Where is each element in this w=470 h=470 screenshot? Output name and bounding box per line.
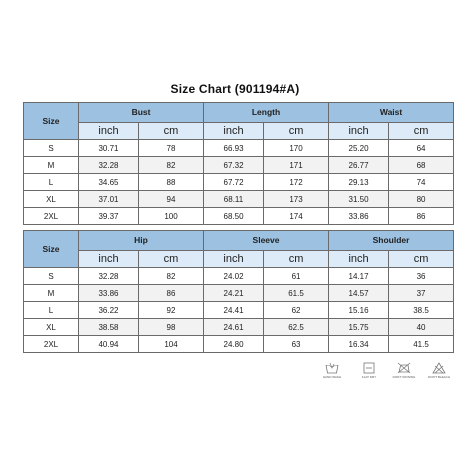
inch-cell: 32.28 bbox=[79, 157, 139, 174]
care-hand-wash bbox=[319, 362, 345, 379]
group-header: Length bbox=[204, 103, 329, 123]
cm-cell: 40 bbox=[389, 319, 454, 336]
cm-cell: 82 bbox=[139, 157, 204, 174]
unit-inch: inch bbox=[329, 251, 389, 268]
unit-cm: cm bbox=[264, 123, 329, 140]
inch-cell: 25.20 bbox=[329, 140, 389, 157]
cm-cell: 68 bbox=[389, 157, 454, 174]
table-row bbox=[24, 191, 454, 208]
cm-cell: 98 bbox=[139, 319, 204, 336]
table-row bbox=[24, 208, 454, 225]
cm-cell: 86 bbox=[389, 208, 454, 225]
cm-cell: 82 bbox=[139, 268, 204, 285]
unit-inch: inch bbox=[329, 123, 389, 140]
inch-cell: 68.50 bbox=[204, 208, 264, 225]
inch-cell: 40.94 bbox=[79, 336, 139, 353]
cm-cell: 172 bbox=[264, 174, 329, 191]
cm-cell: 80 bbox=[389, 191, 454, 208]
inch-cell: 24.80 bbox=[204, 336, 264, 353]
inch-cell: 67.72 bbox=[204, 174, 264, 191]
cm-cell: 63 bbox=[264, 336, 329, 353]
cm-cell: 92 bbox=[139, 302, 204, 319]
cm-cell: 78 bbox=[139, 140, 204, 157]
inch-cell: 33.86 bbox=[79, 285, 139, 302]
cm-cell: 37 bbox=[389, 285, 454, 302]
inch-cell: 24.02 bbox=[204, 268, 264, 285]
size-header: Size bbox=[24, 103, 79, 140]
unit-inch: inch bbox=[79, 251, 139, 268]
inch-cell: 67.32 bbox=[204, 157, 264, 174]
cm-cell: 41.5 bbox=[389, 336, 454, 353]
cm-cell: 61 bbox=[264, 268, 329, 285]
cm-cell: 36 bbox=[389, 268, 454, 285]
inch-cell: 26.77 bbox=[329, 157, 389, 174]
size-cell: L bbox=[24, 174, 79, 191]
inch-cell: 24.21 bbox=[204, 285, 264, 302]
care-do-not-iron bbox=[391, 362, 417, 379]
inch-cell: 32.28 bbox=[79, 268, 139, 285]
size-table-hip-sleeve-shoulder bbox=[23, 230, 454, 353]
size-cell: L bbox=[24, 302, 79, 319]
inch-cell: 15.16 bbox=[329, 302, 389, 319]
cm-cell: 173 bbox=[264, 191, 329, 208]
inch-cell: 14.57 bbox=[329, 285, 389, 302]
cm-cell: 170 bbox=[264, 140, 329, 157]
inch-cell: 66.93 bbox=[204, 140, 264, 157]
inch-cell: 15.75 bbox=[329, 319, 389, 336]
inch-cell: 16.34 bbox=[329, 336, 389, 353]
cm-cell: 61.5 bbox=[264, 285, 329, 302]
cm-cell: 100 bbox=[139, 208, 204, 225]
cm-cell: 62.5 bbox=[264, 319, 329, 336]
size-cell: XL bbox=[24, 319, 79, 336]
do-not-iron-icon bbox=[397, 362, 411, 374]
inch-cell: 37.01 bbox=[79, 191, 139, 208]
do-not-bleach-icon bbox=[432, 362, 446, 374]
size-table-bust-length-waist bbox=[23, 102, 454, 225]
table-row bbox=[24, 336, 454, 353]
cm-cell: 104 bbox=[139, 336, 204, 353]
table-row bbox=[24, 174, 454, 191]
unit-inch: inch bbox=[204, 123, 264, 140]
cm-cell: 64 bbox=[389, 140, 454, 157]
inch-cell: 29.13 bbox=[329, 174, 389, 191]
size-cell: XL bbox=[24, 191, 79, 208]
table-row bbox=[24, 302, 454, 319]
page-title: Size Chart (901194#A) bbox=[170, 82, 300, 96]
group-header: Hip bbox=[79, 231, 204, 251]
care-flat-dry bbox=[356, 362, 382, 379]
inch-cell: 38.58 bbox=[79, 319, 139, 336]
group-header: Sleeve bbox=[204, 231, 329, 251]
cm-cell: 174 bbox=[264, 208, 329, 225]
cm-cell: 86 bbox=[139, 285, 204, 302]
table-row bbox=[24, 319, 454, 336]
group-header: Bust bbox=[79, 103, 204, 123]
care-do-not-bleach bbox=[426, 362, 452, 379]
care-label: DON'T IRONING bbox=[392, 375, 416, 379]
hand-wash-icon bbox=[325, 362, 339, 374]
inch-cell: 33.86 bbox=[329, 208, 389, 225]
care-label: DON'T BLEACH bbox=[428, 375, 450, 379]
unit-cm: cm bbox=[139, 251, 204, 268]
inch-cell: 14.17 bbox=[329, 268, 389, 285]
cm-cell: 38.5 bbox=[389, 302, 454, 319]
unit-inch: inch bbox=[204, 251, 264, 268]
flat-dry-icon bbox=[363, 362, 375, 374]
unit-cm: cm bbox=[264, 251, 329, 268]
cm-cell: 94 bbox=[139, 191, 204, 208]
inch-cell: 24.61 bbox=[204, 319, 264, 336]
inch-cell: 24.41 bbox=[204, 302, 264, 319]
inch-cell: 39.37 bbox=[79, 208, 139, 225]
table-row bbox=[24, 268, 454, 285]
size-cell: 2XL bbox=[24, 208, 79, 225]
size-cell: M bbox=[24, 285, 79, 302]
care-label: HAND WASH bbox=[322, 375, 342, 379]
cm-cell: 88 bbox=[139, 174, 204, 191]
size-cell: S bbox=[24, 268, 79, 285]
unit-cm: cm bbox=[139, 123, 204, 140]
unit-cm: cm bbox=[389, 251, 454, 268]
inch-cell: 34.65 bbox=[79, 174, 139, 191]
table-row bbox=[24, 140, 454, 157]
inch-cell: 30.71 bbox=[79, 140, 139, 157]
group-header: Shoulder bbox=[329, 231, 454, 251]
group-header: Waist bbox=[329, 103, 454, 123]
table-row bbox=[24, 285, 454, 302]
size-header: Size bbox=[24, 231, 79, 268]
cm-cell: 62 bbox=[264, 302, 329, 319]
unit-inch: inch bbox=[79, 123, 139, 140]
cm-cell: 171 bbox=[264, 157, 329, 174]
inch-cell: 31.50 bbox=[329, 191, 389, 208]
cm-cell: 74 bbox=[389, 174, 454, 191]
care-label: FLAT DRY bbox=[361, 375, 377, 379]
inch-cell: 36.22 bbox=[79, 302, 139, 319]
unit-cm: cm bbox=[389, 123, 454, 140]
size-cell: 2XL bbox=[24, 336, 79, 353]
table-row bbox=[24, 157, 454, 174]
inch-cell: 68.11 bbox=[204, 191, 264, 208]
size-cell: S bbox=[24, 140, 79, 157]
size-cell: M bbox=[24, 157, 79, 174]
